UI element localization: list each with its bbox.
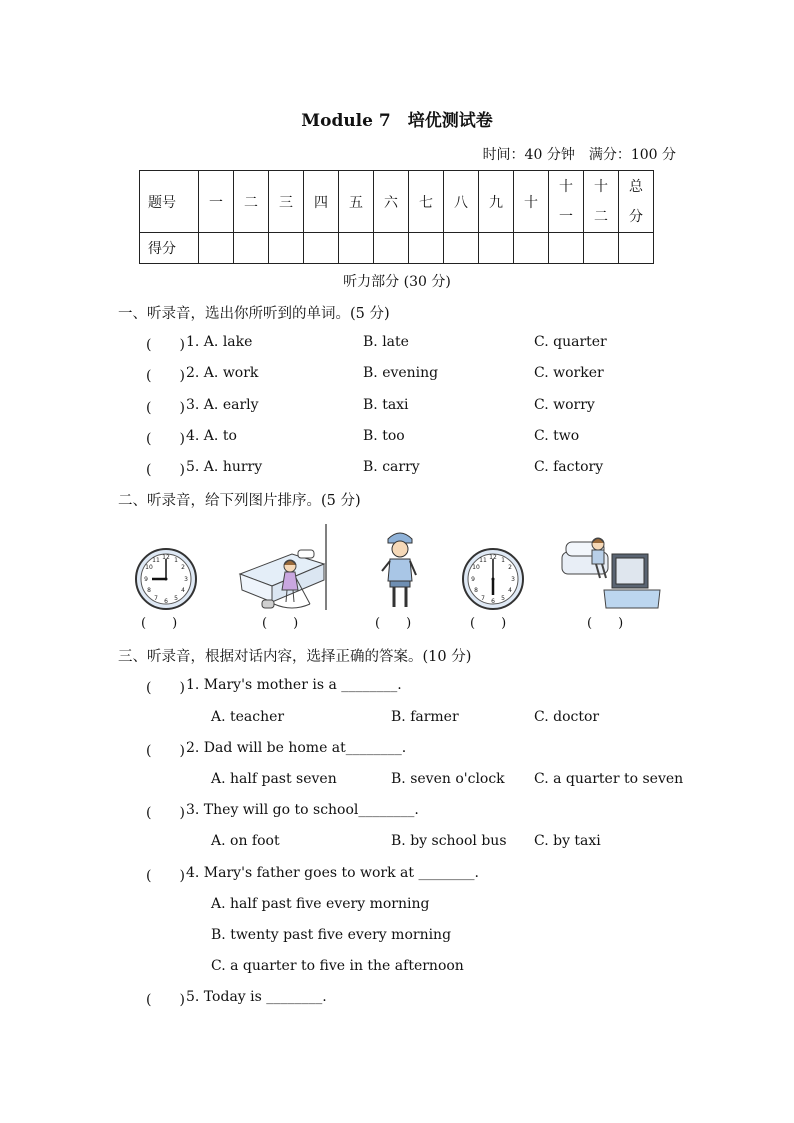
answer-blank[interactable]: ( ): [146, 400, 185, 416]
answer-blank[interactable]: ( ): [146, 743, 185, 759]
question-text: 2. Dad will be home at________.: [186, 740, 407, 756]
answer-blank[interactable]: ( ): [146, 431, 185, 447]
option-a: A. on foot: [211, 833, 280, 849]
score-cell[interactable]: [549, 233, 584, 264]
row-label-score: 得分: [140, 233, 199, 264]
svg-text:2: 2: [508, 564, 512, 571]
answer-blank[interactable]: ( ): [146, 805, 185, 821]
svg-text:11: 11: [152, 557, 160, 564]
score-cell[interactable]: [374, 233, 409, 264]
answer-blank[interactable]: ( ): [146, 868, 185, 884]
option-a: 2. A. work: [186, 365, 259, 381]
option-a: 4. A. to: [186, 428, 237, 444]
question-text: 3. They will go to school________.: [186, 802, 419, 818]
tv-watching-picture: [560, 530, 664, 612]
score-cell[interactable]: [584, 233, 619, 264]
option-a: 3. A. early: [186, 397, 259, 413]
score-cell[interactable]: [409, 233, 444, 264]
svg-text:11: 11: [479, 557, 487, 564]
score-cell[interactable]: [234, 233, 269, 264]
score-table: [139, 170, 654, 264]
option-c: C. doctor: [534, 709, 600, 725]
svg-text:8: 8: [147, 587, 151, 594]
option-b: B. carry: [363, 459, 420, 475]
option-c: C. worker: [534, 365, 604, 381]
svg-text:12: 12: [162, 554, 170, 561]
option-b: B. twenty past five every morning: [211, 927, 452, 943]
answer-blank[interactable]: ( ): [146, 337, 185, 353]
header-cell: 三: [269, 171, 304, 233]
svg-text:9: 9: [144, 576, 148, 583]
svg-text:4: 4: [508, 587, 512, 594]
svg-text:10: 10: [145, 564, 153, 571]
clock-icon: [134, 547, 198, 611]
svg-text:8: 8: [474, 587, 478, 594]
score-cell[interactable]: [269, 233, 304, 264]
time-and-score-info: 时间：40 分钟 满分：100 分: [482, 147, 676, 163]
svg-text:7: 7: [481, 595, 485, 602]
svg-text:2: 2: [181, 564, 185, 571]
answer-blank[interactable]: ( ): [146, 680, 185, 696]
option-b: B. evening: [363, 365, 439, 381]
option-c: C. worry: [534, 397, 595, 413]
svg-text:3: 3: [184, 576, 188, 583]
option-c: C. a quarter to seven: [534, 771, 684, 787]
answer-blank[interactable]: ( ): [146, 992, 185, 1008]
answer-blank[interactable]: ( ): [146, 368, 185, 384]
score-cell[interactable]: [479, 233, 514, 264]
svg-text:5: 5: [174, 595, 178, 602]
header-cell: 一: [199, 171, 234, 233]
svg-text:10: 10: [472, 564, 480, 571]
question-text: 1. Mary's mother is a ________.: [186, 677, 402, 693]
header-cell: 八: [444, 171, 479, 233]
listening-part-label: 听力部分 (30 分): [343, 274, 451, 290]
option-b: B. seven o'clock: [391, 771, 505, 787]
option-c: C. a quarter to five in the afternoon: [211, 958, 464, 974]
header-cell: 十 一: [549, 171, 584, 233]
svg-text:6: 6: [164, 598, 168, 605]
answer-blank[interactable]: ( ): [146, 462, 185, 478]
option-c: C. by taxi: [534, 833, 601, 849]
picture-order-blank[interactable]: ( ): [470, 616, 507, 631]
option-b: B. farmer: [391, 709, 459, 725]
svg-text:12: 12: [489, 554, 497, 561]
question-text: 4. Mary's father goes to work at ________.: [186, 865, 479, 881]
svg-text:6: 6: [491, 598, 495, 605]
header-cell: 七: [409, 171, 444, 233]
option-a: A. half past seven: [211, 771, 337, 787]
option-c: C. quarter: [534, 334, 607, 350]
header-cell-total: 总 分: [619, 171, 654, 233]
row-label-question-number: 题号: [140, 171, 199, 233]
section3-heading: 三、听录音，根据对话内容，选择正确的答案。(10 分): [118, 649, 472, 665]
option-b: B. taxi: [363, 397, 409, 413]
header-cell: 十 二: [584, 171, 619, 233]
section1-heading: 一、听录音，选出你所听到的单词。(5 分): [118, 306, 390, 322]
option-c: C. factory: [534, 459, 604, 475]
option-a: 1. A. lake: [186, 334, 253, 350]
header-cell: 二: [234, 171, 269, 233]
picture-order-blank[interactable]: ( ): [587, 616, 624, 631]
option-b: B. too: [363, 428, 405, 444]
score-cell[interactable]: [339, 233, 374, 264]
option-a: A. half past five every morning: [211, 896, 430, 912]
clock-icon: [461, 547, 525, 611]
option-a: 5. A. hurry: [186, 459, 263, 475]
svg-text:9: 9: [471, 576, 475, 583]
page-title: Module 7 培优测试卷: [301, 111, 493, 131]
score-cell[interactable]: [444, 233, 479, 264]
header-cell: 四: [304, 171, 339, 233]
section2-heading: 二、听录音，给下列图片排序。(5 分): [118, 493, 361, 509]
header-cell: 九: [479, 171, 514, 233]
cleaning-picture: [232, 524, 332, 614]
score-cell[interactable]: [619, 233, 654, 264]
svg-text:1: 1: [174, 557, 178, 564]
picture-order-blank[interactable]: ( ): [375, 616, 412, 631]
svg-text:5: 5: [501, 595, 505, 602]
header-cell: 五: [339, 171, 374, 233]
option-a: A. teacher: [211, 709, 285, 725]
header-cell: 十: [514, 171, 549, 233]
svg-text:4: 4: [181, 587, 185, 594]
option-c: C. two: [534, 428, 580, 444]
option-b: B. by school bus: [391, 833, 507, 849]
header-cell: 六: [374, 171, 409, 233]
svg-text:7: 7: [154, 595, 158, 602]
score-cell[interactable]: [304, 233, 339, 264]
question-text: 5. Today is ________.: [186, 989, 327, 1005]
option-b: B. late: [363, 334, 409, 350]
score-cell[interactable]: [514, 233, 549, 264]
svg-text:1: 1: [501, 557, 505, 564]
svg-text:3: 3: [511, 576, 515, 583]
picture-order-blank[interactable]: ( ): [141, 616, 178, 631]
police-officer-picture: [378, 527, 422, 611]
score-cell[interactable]: [199, 233, 234, 264]
picture-order-blank[interactable]: ( ): [262, 616, 299, 631]
